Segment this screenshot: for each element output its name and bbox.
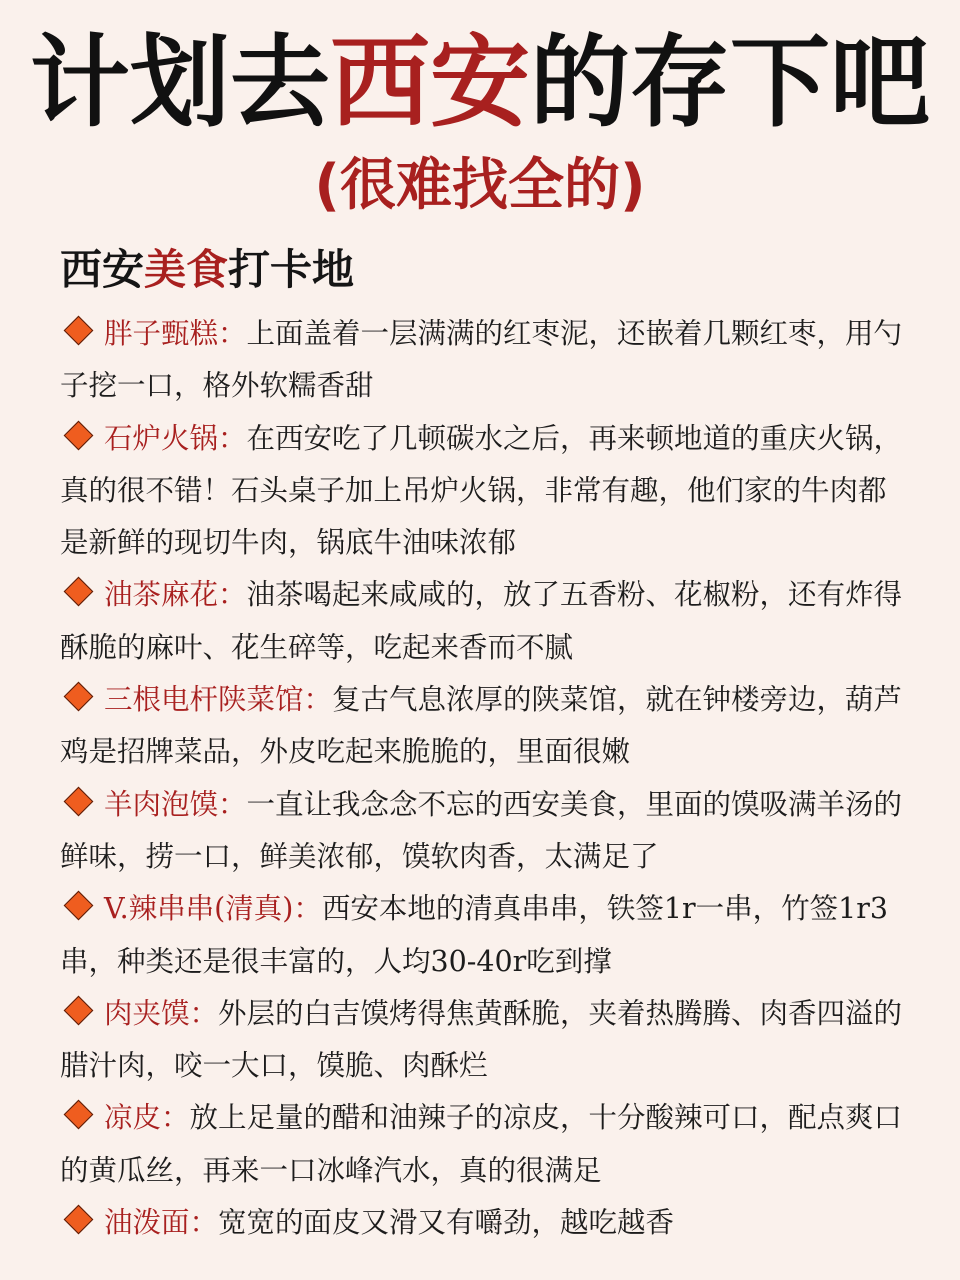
food-item	[60, 779, 910, 884]
food-description: 一直让我念念不忘的西安美食，里面的馍吸满羊汤的鲜味，捞一口，鲜美浓郁，馍软肉香，太满足了	[60, 787, 903, 873]
food-name: 油泼面：	[104, 1206, 219, 1240]
food-description: 油茶喝起来咸咸的，放了五香粉、花椒粉，还有炸得酥脆的麻叶、花生碎等，吃起来香而不腻	[60, 578, 903, 664]
food-description: 复古气息浓厚的陕菜馆，就在钟楼旁边，葫芦鸡是招牌菜品，外皮吃起来脆脆的，里面很嫩	[60, 683, 903, 769]
section-title-highlight: 美食	[144, 245, 229, 294]
food-list	[60, 308, 910, 1249]
food-name: 石炉火锅：	[104, 421, 247, 455]
section-title	[60, 240, 354, 300]
food-name: V.辣串串(清真)：	[104, 892, 322, 926]
food-description: 上面盖着一层满满的红枣泥，还嵌着几颗红枣，用勺子挖一口，格外软糯香甜	[60, 317, 903, 403]
orange-diamond-icon	[64, 420, 94, 450]
orange-diamond-icon	[64, 682, 94, 712]
orange-diamond-icon	[64, 1205, 94, 1235]
food-name: 胖子甄糕：	[104, 317, 247, 350]
orange-diamond-icon	[64, 1100, 94, 1130]
food-description: 外层的白吉馍烤得焦黄酥脆，夹着热腾腾、肉香四溢的腊汁肉，咬一大口，馍脆、肉酥烂	[60, 996, 903, 1083]
food-description: 放上足量的醋和油辣子的凉皮，十分酸辣可口，配点爽口的黄瓜丝，再来一口冰峰汽水，真的很满足	[60, 1101, 903, 1187]
section-title-part-2: 打卡地	[228, 245, 355, 294]
food-item	[60, 1197, 910, 1249]
title-part-2: 的存下吧	[530, 24, 930, 141]
food-item	[60, 674, 910, 779]
food-item	[60, 569, 910, 674]
title-part-1: 计划去	[30, 24, 330, 141]
food-name: 油茶麻花：	[104, 578, 247, 612]
title-highlight: 西安	[330, 24, 530, 141]
food-item	[60, 308, 910, 413]
food-item	[60, 988, 910, 1093]
food-item	[60, 413, 910, 570]
food-description: 宽宽的面皮又滑又有嚼劲，越吃越香	[218, 1206, 675, 1240]
food-name: 肉夹馍：	[104, 996, 219, 1030]
food-description: 在西安吃了几顿碳水之后，再来顿地道的重庆火锅，真的很不错！石头桌子加上吊炉火锅，非常有趣，他们家的牛肉都是新鲜的现切牛肉，锅底牛油味浓郁	[60, 421, 903, 560]
food-description: 西安本地的清真串串，铁签1r一串，竹签1r3串，种类还是很丰富的，人均30-40r吃到撑	[60, 892, 889, 978]
page-subtitle: (很难找全的)	[314, 153, 646, 218]
food-name: 凉皮：	[104, 1101, 190, 1135]
food-item	[60, 883, 910, 988]
orange-diamond-icon	[64, 891, 94, 921]
orange-diamond-icon	[64, 577, 94, 607]
page-title	[0, 18, 960, 148]
food-name: 羊肉泡馍：	[104, 787, 247, 821]
orange-diamond-icon	[64, 316, 94, 346]
orange-diamond-icon	[64, 786, 94, 816]
orange-diamond-icon	[64, 996, 94, 1026]
food-item	[60, 1092, 910, 1197]
section-title-part-1: 西安	[60, 245, 145, 294]
food-name: 三根电杆陕菜馆：	[104, 683, 333, 717]
